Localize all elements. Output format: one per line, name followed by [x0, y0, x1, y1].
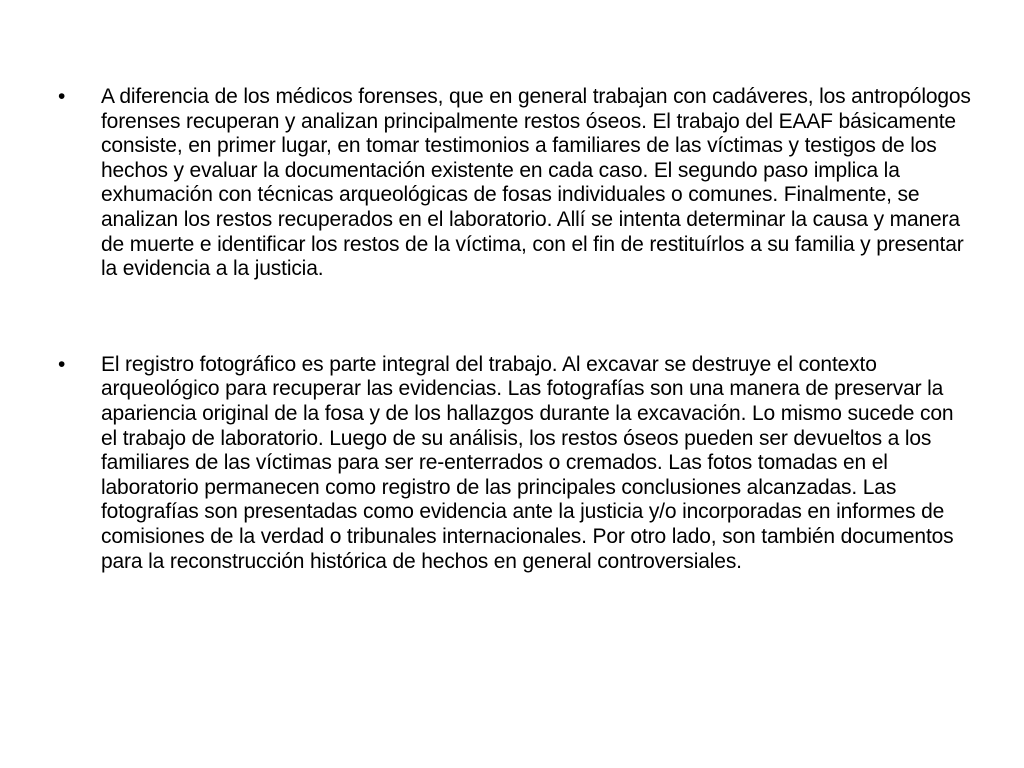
bullet-marker: • [58, 85, 66, 108]
bullet-list [58, 85, 972, 574]
bullet-text: A diferencia de los médicos forenses, que en general trabajan con cadáveres, los antropólogos forenses recuperan y analizan principalmente restos óseos. El trabajo del EAAF básicamente consiste, en primer lugar, en tomar testimonios a familiares de las víctimas y testigos de los hechos y evaluar la documentación existente en cada caso. El segundo paso implica la exhumación con técnicas arqueológicas de fosas individuales o comunes. Finalmente, se analizan los restos recuperados en el laboratorio. Allí se intenta determinar la causa y manera de muerte e identificar los restos de la víctima, con el fin de restituírlos a su familia y presentar la evidencia a la justicia. [101, 85, 971, 281]
bullet-item-forensic-work [58, 85, 972, 282]
bullet-marker: • [58, 352, 66, 376]
bullet-item-photographic-record [58, 353, 972, 574]
bullet-text: El registro fotográfico es parte integral del trabajo. Al excavar se destruye el contexto arqueológico para recuperar las evidencias. Las fotografías son una manera de preservar la apariencia original de la fosa y de los hallazgos durante la excavación. Lo mismo sucede con el trabajo de laboratorio. Luego de su análisis, los restos óseos pueden ser devueltos a los familiares de las víctimas para ser re-enterrados o cremados. Las fotos tomadas en el laboratorio permanecen como registro de las principales conclusiones alcanzadas. Las fotografías son presentadas como evidencia ante la justicia y/o incorporadas en informes de comisiones de la verdad o tribunales internacionales. Por otro lado, son también documentos para la reconstrucción histórica de hechos en general controversiales. [101, 352, 954, 573]
